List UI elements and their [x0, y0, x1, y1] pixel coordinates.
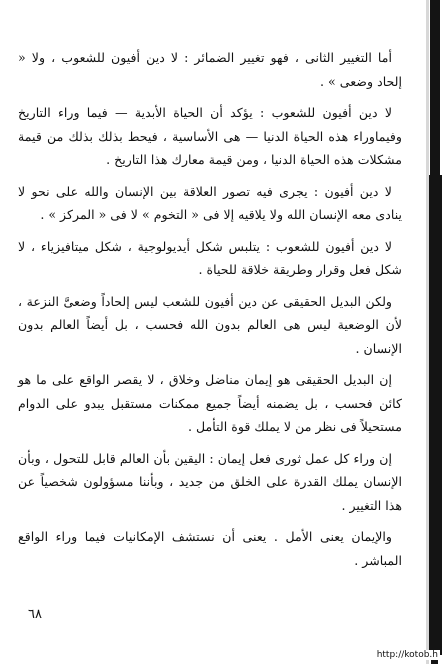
paragraph: ولكن البديل الحقيقى عن دين أفيون للشعب ليس إلحاداً وضعىَّ النزعة ، لأن الوضعية ليس هى العالم بدون الله فحسب ، بل أيضاً العالم بدون الإنسان . [18, 293, 402, 356]
paragraph: إن البديل الحقيقى هو إيمان مناضل وخلاق ، لا يقصر الواقع على ما هو كائن فحسب ، بل يضمنه أيضاً جميع ممكنات مستقبل يبدو على الدوام مستحيلاً فى نظر من لا يملك قوة التأمل . [18, 372, 402, 434]
paragraph: لا دين أفيون للشعوب : يؤكد أن الحياة الأبدية — فيما وراء التاريخ وفيماوراء هذه الحياة الدنيا — هى الأساسية ، فيحط بذلك بذلك من قيمة مشكلات هذه الحياة الدنيا ، ومن قيمة معارك هذا التاريخ . [18, 105, 402, 167]
page-edge-highlight [426, 0, 429, 664]
page-number: ٦٨ [28, 607, 42, 622]
paragraph: لا دين أفيون للشعوب : يتلبس شكل أيديولوجية ، شكل ميتافيزياء ، لا شكل فعل وقرار وطريقة خلاقة للحياة . [18, 238, 402, 277]
paragraph: لا دين أفيون : يجرى فيه تصور العلاقة بين الإنسان والله على نحو لا ينادى معه الإنسان الله ولا يلاقيه إلا فى « التخوم » لا فى « المركز » . [18, 183, 402, 222]
paragraph: إن وراء كل عمل ثورى فعل إيمان : اليقين بأن العالم قابل للتحول ، وبأن الإنسان يملك القدرة على الخلق من جديد ، وبأننا مسؤولون شخصياً عن هذا التغيير . [18, 450, 402, 513]
body-text [18, 46, 402, 580]
binding-edge-shadow [429, 175, 442, 655]
paragraph: والإيمان يعنى الأمل . يعنى أن نستشف الإمكانيات فيما وراء الواقع المباشر . [18, 529, 402, 568]
paragraph: أما التغيير الثانى ، فهو تغيير الضمائر : لا دين أفيون للشعوب ، ولا « إلحاد وضعى » . [18, 50, 402, 89]
binding-edge-shadow [430, 0, 440, 175]
source-url-watermark: http://kotob.h [376, 650, 438, 660]
